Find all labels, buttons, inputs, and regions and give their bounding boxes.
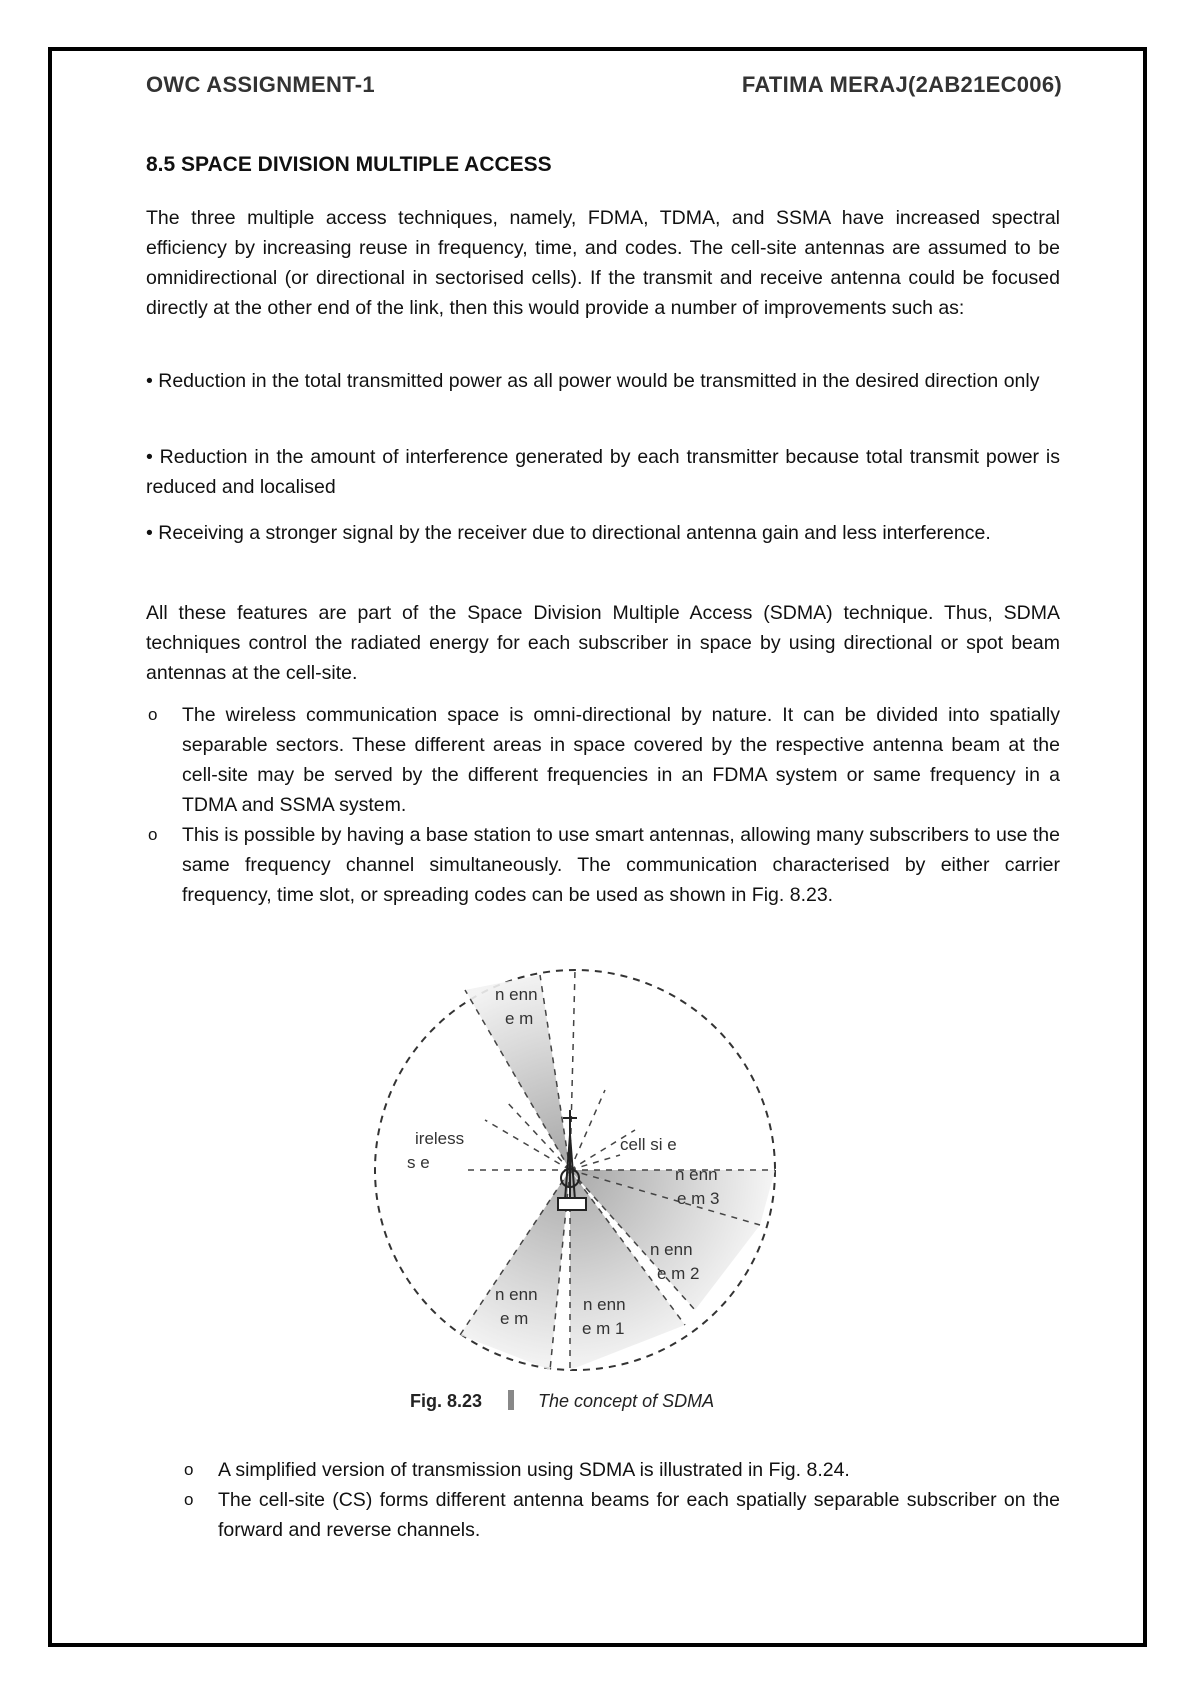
points-list-a (148, 700, 1060, 910)
list-marker: o (148, 825, 158, 844)
label-cell-site: cell si e (620, 1135, 677, 1154)
list-item (148, 700, 1060, 820)
sdma-paragraph: All these features are part of the Space Division Multiple Access (SDMA) technique. Thus, SDMA techniques control the radiated energy for each subscriber in space by using directional or spot beam antennas at the cell-site. (146, 602, 1060, 684)
list-marker: o (148, 705, 158, 724)
bullet-item: • Reduction in the amount of interference generated by each transmitter because total transmit power is reduced and localised (146, 446, 1060, 498)
figure-caption (410, 1390, 714, 1412)
caption-divider (508, 1390, 514, 1410)
list-item-text: This is possible by having a base station to use smart antennas, allowing many subscribers to use the same frequency channel simultaneously. The communication characterised by either carrier frequency, time slot, or spreading codes can be used as shown in Fig. 8.23. (182, 824, 1060, 906)
label-beam3-1: n enn (675, 1165, 718, 1184)
label-beam2-2: e m 2 (657, 1264, 700, 1283)
label-beam1-2: e m 1 (582, 1319, 625, 1338)
label-beam2-1: n enn (650, 1240, 693, 1259)
points-list-b (184, 1455, 1060, 1545)
sdma-figure (365, 960, 785, 1380)
list-marker: o (184, 1460, 194, 1479)
header-author: FATIMA MERAJ(2AB21EC006) (741, 72, 1062, 97)
label-wireless-1: ireless (415, 1129, 465, 1148)
label-beamx-2: e m (500, 1309, 529, 1328)
list-item-text: The wireless communication space is omni-directional by nature. It can be divided into spatially separable sectors. These different areas in space covered by the respective antenna beam at the cell-site may be served by the different frequencies in an FDMA system or same frequency in a TDMA and SSMA system. (182, 704, 1060, 816)
section-title: 8.5 SPACE DIVISION MULTIPLE ACCESS (146, 153, 552, 176)
label-top-beam-1: n enn (495, 985, 538, 1004)
label-beam1-1: n enn (583, 1295, 626, 1314)
list-item (184, 1485, 1060, 1545)
bullet-item: • Receiving a stronger signal by the receiver due to directional antenna gain and less interference. (146, 522, 991, 544)
header-assignment-title: OWC ASSIGNMENT-1 (146, 72, 375, 97)
list-item-text: The cell-site (CS) forms different antenna beams for each spatially separable subscriber on the forward and reverse channels. (218, 1489, 1060, 1541)
list-item-text: A simplified version of transmission using SDMA is illustrated in Fig. 8.24. (218, 1459, 850, 1481)
bullet-item: • Reduction in the total transmitted power as all power would be transmitted in the desired direction only (146, 370, 1040, 392)
label-beam3-2: e m 3 (677, 1189, 720, 1208)
label-top-beam-2: e m (505, 1009, 534, 1028)
list-marker: o (184, 1490, 194, 1509)
list-item (148, 820, 1060, 910)
caption-text: The concept of SDMA (538, 1391, 715, 1411)
intro-paragraph: The three multiple access techniques, namely, FDMA, TDMA, and SSMA have increased spectral efficiency by increasing reuse in frequency, time, and codes. The cell-site antennas are assumed to be omnidirectional (or directional in sectorised cells). If the transmit and receive antenna could be focused directly at the other end of the link, then this would provide a number of improvements such as: (146, 207, 1060, 319)
list-item (184, 1455, 1060, 1485)
label-beamx-1: n enn (495, 1285, 538, 1304)
label-wireless-2: s e (407, 1153, 430, 1172)
caption-number: Fig. 8.23 (410, 1391, 483, 1411)
